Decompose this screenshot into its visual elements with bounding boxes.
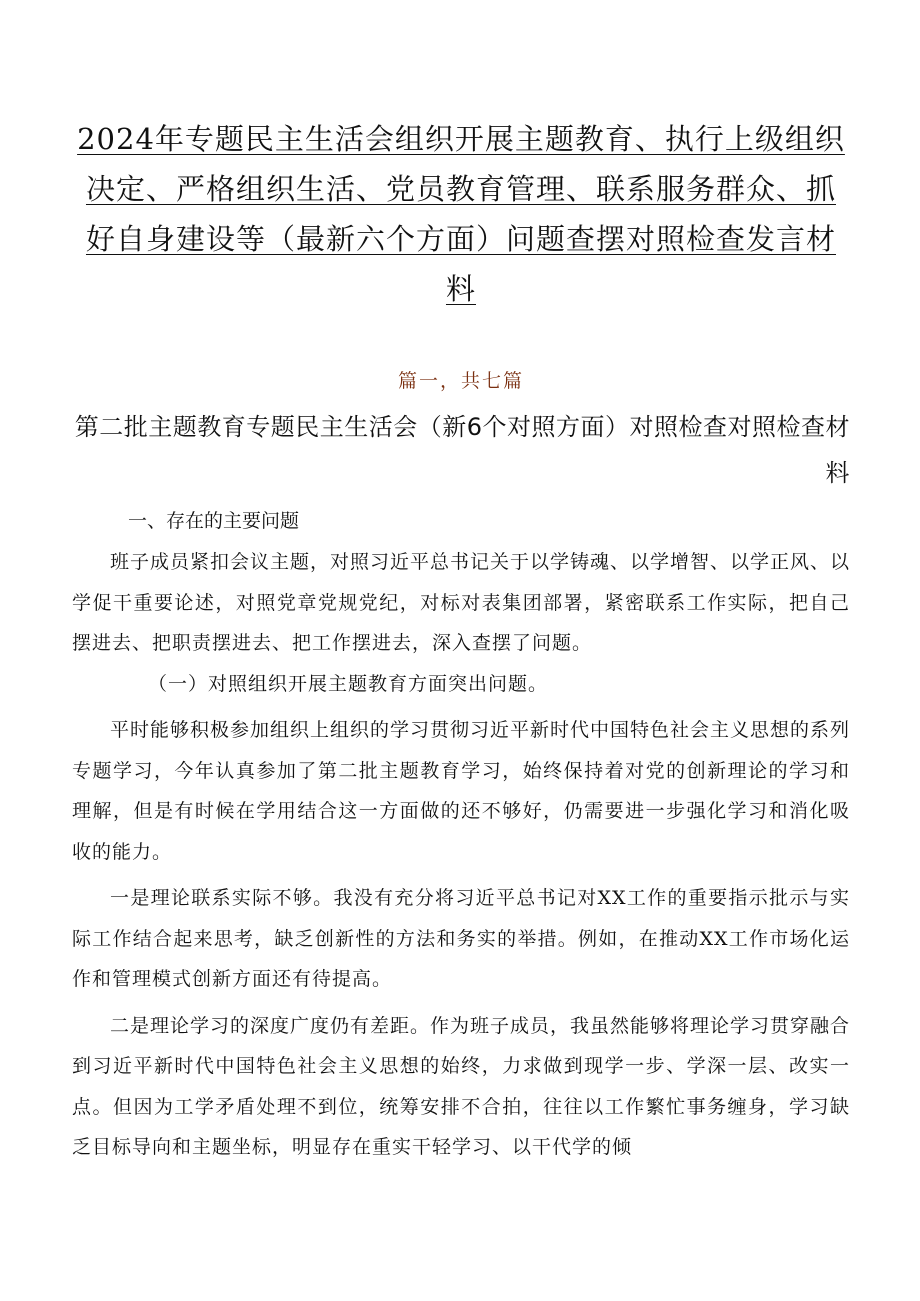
paragraph-study: 平时能够积极参加组织上组织的学习贯彻习近平新时代中国特色社会主义思想的系列专题学习，今年认真参加了第二批主题教育学习，始终保持着对党的创新理论的学习和理解，但是有时候在学用结合这一方面做的还不够好，仍需要进一步强化学习和消化吸收的能力。 bbox=[72, 719, 851, 863]
paragraph-point-one: 一是理论联系实际不够。我没有充分将习近平总书记对XX工作的重要指示批示与实际工作结合起来思考，缺乏创新性的方法和务实的举措。例如，在推动XX工作市场化运作和管理模式创新方面还有待提高。 bbox=[72, 887, 850, 990]
part-label: 篇一，共七篇 bbox=[397, 370, 524, 392]
paragraph-subheading: （一）对照组织开展主题教育方面突出问题。 bbox=[148, 672, 549, 695]
paragraph-point-two: 二是理论学习的深度广度仍有差距。作为班子成员，我虽然能够将理论学习贯穿融合到习近平新时代中国特色社会主义思想的始终，力求做到现学一步、学深一层、改实一点。但因为工学矛盾处理不到位，统筹安排不合拍，往往以工作繁忙事务缠身，学习缺乏目标导向和主题坐标，明显存在重实干轻学习、以干代学的倾 bbox=[72, 1014, 851, 1158]
section-heading: 一、存在的主要问题 bbox=[128, 510, 300, 532]
document-subtitle: 第二批主题教育专题民主生活会（新6个对照方面）对照检查对照检查材料 bbox=[74, 413, 850, 487]
paragraph-intro: 班子成员紧扣会议主题，对照习近平总书记关于以学铸魂、以学增智、以学正风、以学促干重要论述，对照党章党规党纪，对标对表集团部署，紧密联系工作实际，把自己摆进去、把职责摆进去、把工作摆进去，深入查摆了问题。 bbox=[72, 551, 851, 654]
document-title: 2024年专题民主生活会组织开展主题教育、执行上级组织决定、严格组织生活、党员教育管理、联系服务群众、抓好自身建设等（最新六个方面）问题查摆对照检查发言材料 bbox=[77, 122, 845, 306]
